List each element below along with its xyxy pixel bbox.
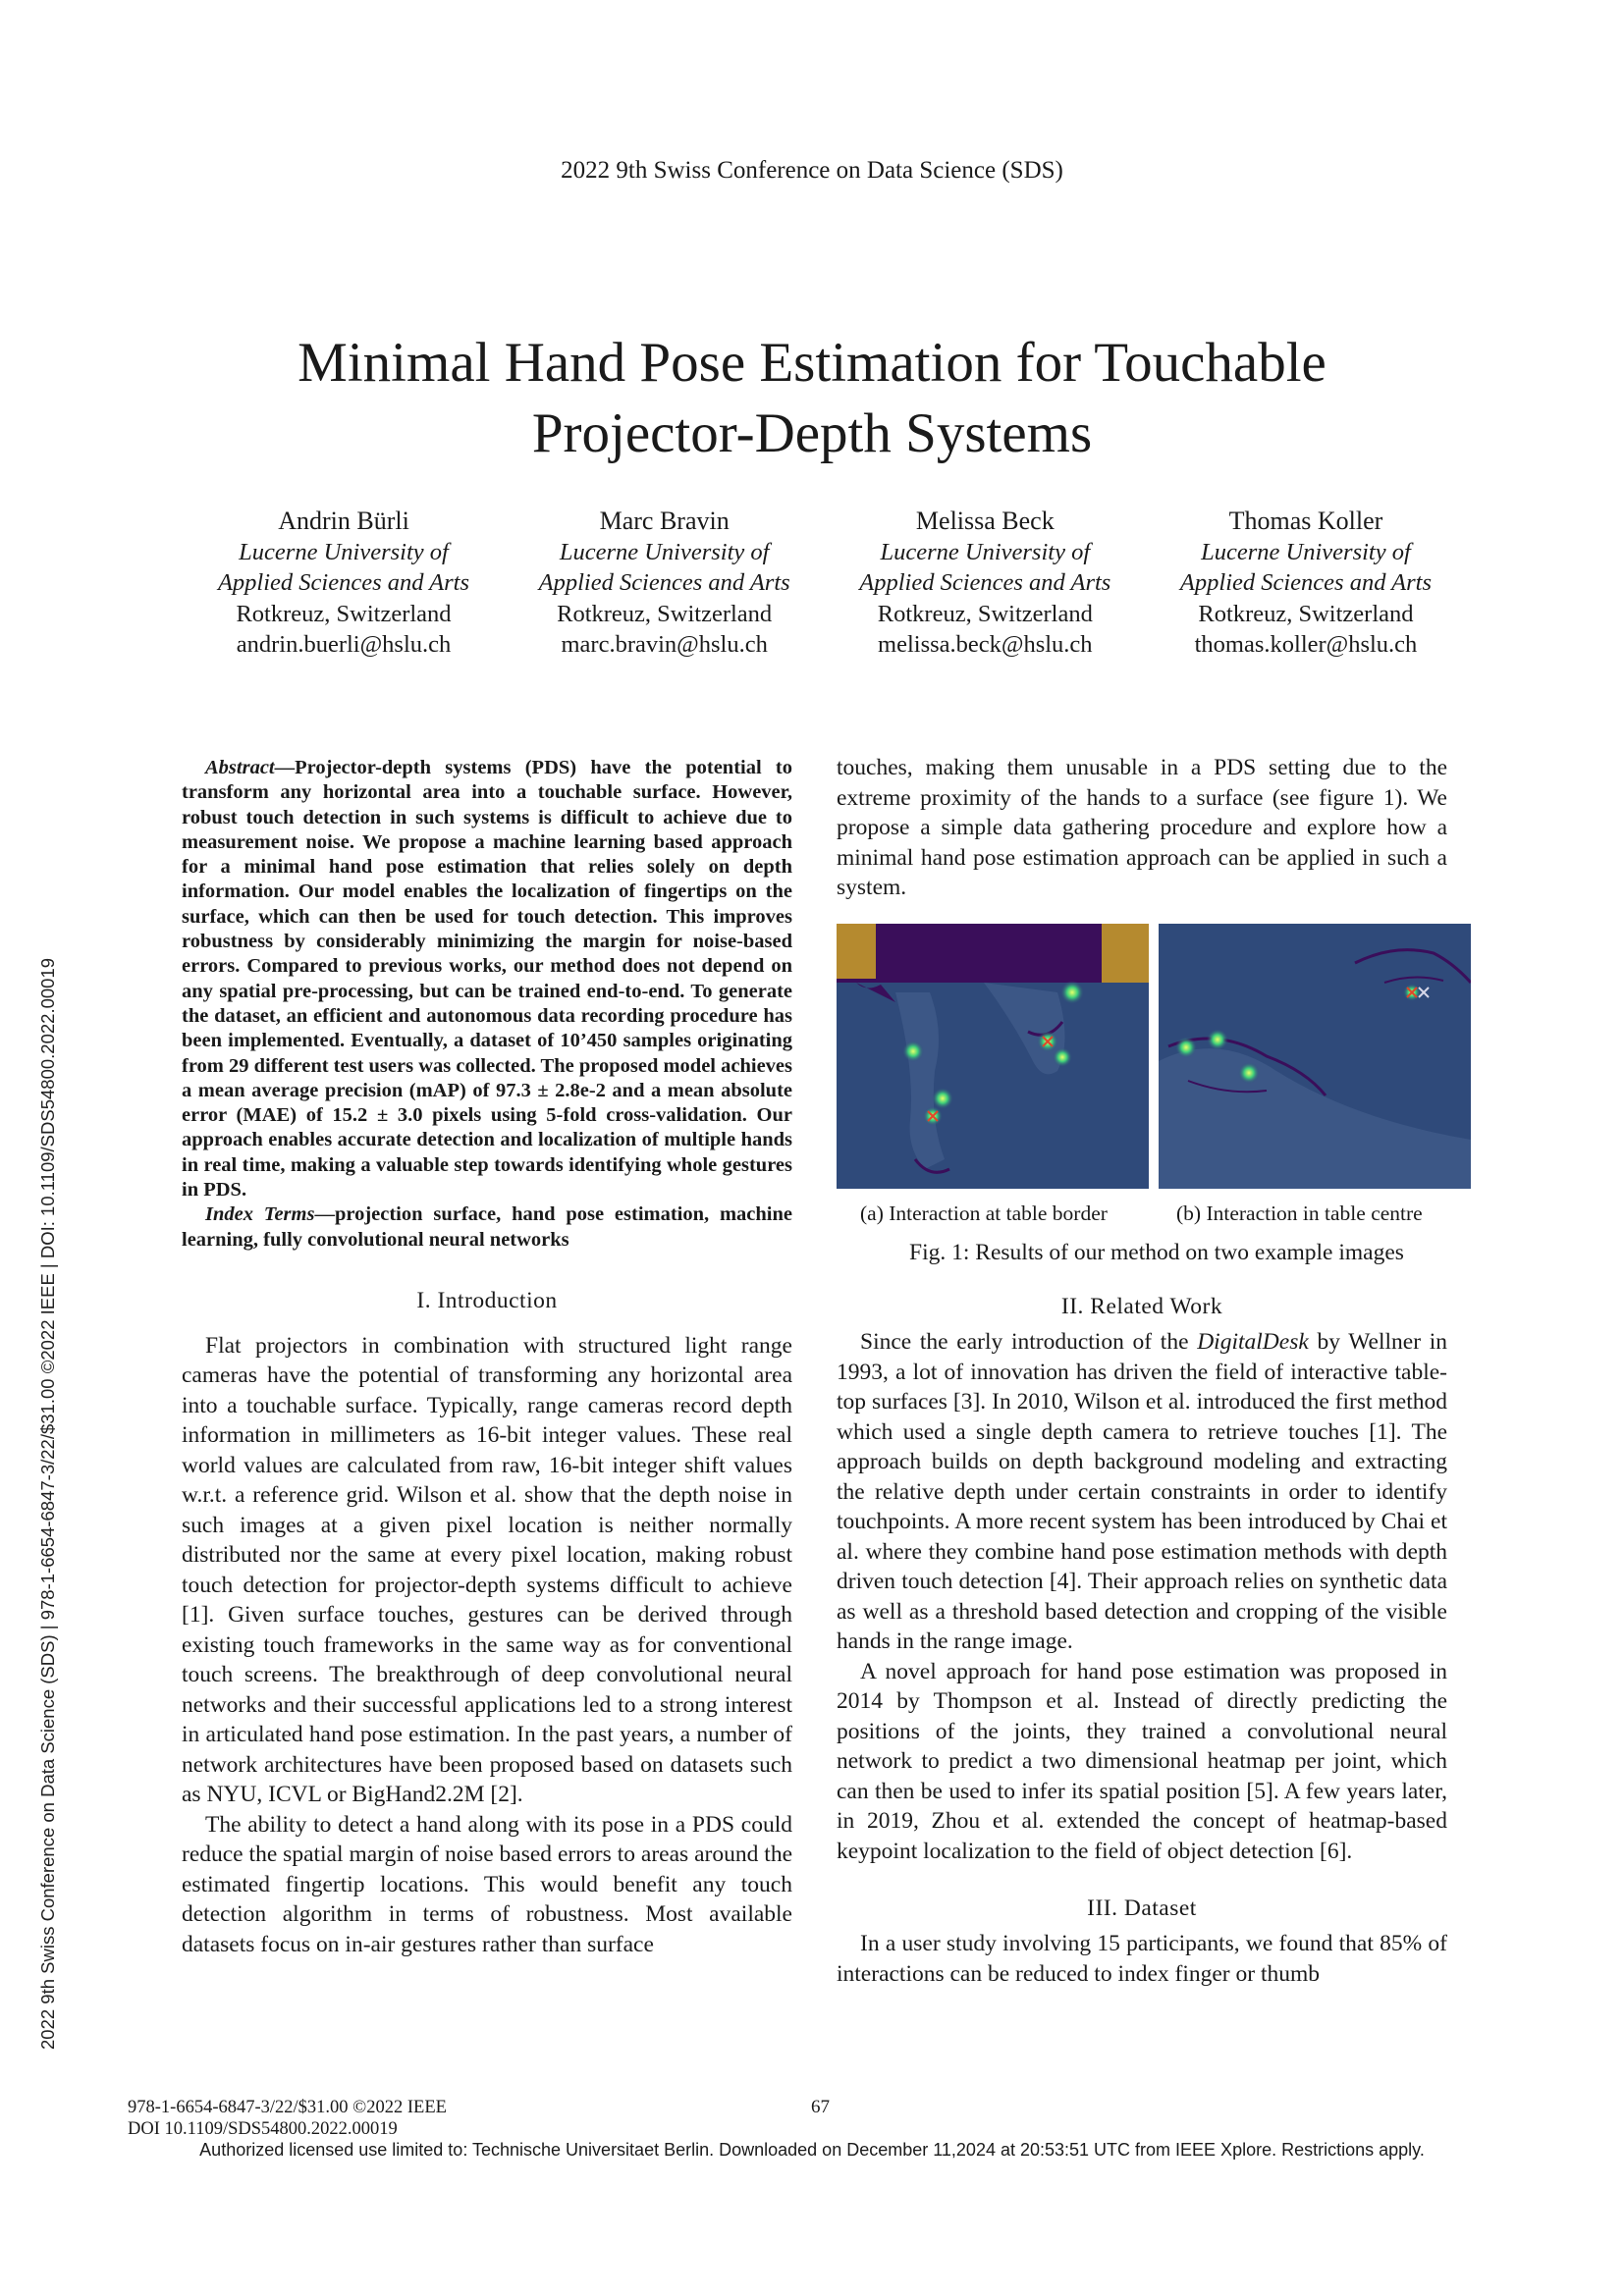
figure-subcaption-b: (b) Interaction in table centre (1176, 1201, 1423, 1225)
conference-header: 2022 9th Swiss Conference on Data Science (SDS) (561, 157, 1063, 184)
author-city: Rotkreuz, Switzerland (557, 600, 773, 627)
author-email: melissa.beck@hslu.ch (878, 631, 1093, 658)
related-text: Since the early introduction of the (860, 1329, 1198, 1355)
author-affiliation: Applied Sciences and Arts (217, 569, 470, 596)
author-city: Rotkreuz, Switzerland (877, 600, 1093, 627)
footer-doi: DOI 10.1109/SDS54800.2022.00019 (128, 2119, 398, 2139)
intro-paragraph-2: The ability to detect a hand along with its pose in a PDS could reduce the spatial margin of noise based errors to areas around the estimated fingertip locations. This would benefit any touch detection algorithm in terms of robustness. Most available datasets focus on in-air gestures rather than surface (182, 1811, 792, 1957)
figure-panel-a (837, 924, 1149, 1189)
related-paragraph-2: A novel approach for hand pose estimation was proposed in 2014 by Thompson et al. Instead of directly predicting the positions of the joints, they trained a convolutional neural network to predict a two dimensional heatmap per joint, which can then be used to infer its spatial position [5]. A few years later, in 2019, Zhou et al. extended the concept of heatmap-based keypoint localization to the field of object detection [6]. (837, 1658, 1447, 1864)
author-city: Rotkreuz, Switzerland (1198, 600, 1414, 627)
section-heading-related-work: II. Related Work (1060, 1294, 1223, 1319)
author-2 (508, 506, 822, 661)
author-4 (1149, 506, 1463, 661)
index-terms-label: Index Terms (205, 1203, 315, 1226)
doi-sidebar: 2022 9th Swiss Conference on Data Science (SDS) | 978-1-6654-6847-3/22/$31.00 ©2022 IEEE | DOI: 10.1109/SDS54800.2022.00019 (37, 957, 58, 2050)
abstract-label: Abstract (205, 757, 275, 778)
footer-isbn: 978-1-6654-6847-3/22/$31.00 ©2022 IEEE (128, 2098, 447, 2117)
author-affiliation: Lucerne University of (239, 538, 449, 565)
right-column-bottom (837, 1292, 1447, 1989)
authorized-use-notice: Authorized licensed use limited to: Technische Universitaet Berlin. Downloaded on December 11,2024 at 20:53:51 UTC from IEEE Xplore. Restrictions apply. (199, 2140, 1425, 2160)
title-line-1: Minimal Hand Pose Estimation for Touchable (298, 332, 1326, 394)
figure-caption: Fig. 1: Results of our method on two example images (909, 1240, 1404, 1265)
author-name: Marc Bravin (599, 507, 730, 535)
page-number: 67 (811, 2097, 830, 2117)
author-city: Rotkreuz, Switzerland (236, 600, 452, 627)
author-email: thomas.koller@hslu.ch (1194, 631, 1418, 658)
related-text: by Wellner in 1993, a lot of innovation has driven the field of interactive table-top surfaces [3]. In 2010, Wilson et al. introduced the first method which used a single depth camera to retrieve touches [1]. The approach builds on depth background modeling and extracting the relative depth under certain constraints in order to identify touchpoints. A more recent system has been introduced by Chai et al. where they combine hand pose estimation methods with depth driven touch detection [4]. Their approach relies on synthetic data as well as a threshold based detection and cropping of the visible hands in the range image. (837, 1329, 1448, 1654)
author-block (187, 506, 1463, 661)
abstract (182, 756, 792, 1202)
author-affiliation: Lucerne University of (1201, 538, 1411, 565)
related-paragraph-1 (837, 1327, 1447, 1657)
left-column (182, 756, 792, 1959)
author-3 (828, 506, 1142, 661)
author-affiliation: Lucerne University of (559, 538, 770, 565)
section-heading-introduction: I. Introduction (416, 1287, 558, 1313)
intro-continuation: touches, making them unusable in a PDS setting due to the extreme proximity of the hands to a surface (see figure 1). We propose a simple data gathering procedure and explore how a minimal hand pose estimation approach can be applied in such a system. (837, 755, 1447, 900)
depth-heatmap-image-a (837, 924, 1149, 1189)
author-affiliation: Lucerne University of (880, 538, 1091, 565)
author-email: andrin.buerli@hslu.ch (236, 631, 452, 658)
author-affiliation: Applied Sciences and Arts (859, 569, 1111, 596)
figure-subcaption-a: (a) Interaction at table border (860, 1201, 1108, 1225)
author-affiliation: Applied Sciences and Arts (538, 569, 790, 596)
paper-title (147, 328, 1477, 469)
author-1 (187, 506, 501, 661)
author-affiliation: Applied Sciences and Arts (1179, 569, 1432, 596)
author-name: Melissa Beck (915, 507, 1055, 535)
dataset-paragraph-1: In a user study involving 15 participants, we found that 85% of interactions can be reduced to index finger or thumb (837, 1931, 1447, 1987)
intro-paragraph-1: Flat projectors in combination with structured light range cameras have the potential of transforming any horizontal area into a touchable surface. Typically, range cameras record depth information in millimeters as 16-bit integer values. These real world values are calculated from raw, 16-bit integer shift values w.r.t. a reference grid. Wilson et al. show that the depth noise in such images at a given pixel location is neither normally distributed nor the same at every pixel location, making robust touch detection for projector-depth systems difficult to achieve [1]. Given surface touches, gestures can be derived through existing touch frameworks in the same way as for conventional touch screens. The breakthrough of deep convolutional neural networks and their successful applications led to a strong interest in articulated hand pose estimation. In the past years, a number of network architectures have been proposed based on datasets such as NYU, ICVL or BigHand2.2M [2]. (182, 1332, 792, 1808)
title-line-2: Projector-Depth Systems (531, 402, 1093, 464)
author-name: Thomas Koller (1228, 507, 1383, 535)
right-column-top (837, 753, 1447, 903)
related-emphasis: DigitalDesk (1197, 1329, 1309, 1355)
author-email: marc.bravin@hslu.ch (561, 631, 768, 658)
abstract-text: —Projector-depth systems (PDS) have the potential to transform any horizontal area into a touchable surface. However, robust touch detection in such systems is difficult to achieve due to measurement noise. We propose a machine learning based approach for a minimal hand pose estimation that relies solely on depth information. Our model enables the localization of fingertips on the surface, which can then be used for touch detection. This improves robustness by considerably minimizing the margin for noise-based errors. Compared to previous works, our method does not depend on any spatial pre-processing, but can be trained end-to-end. To generate the dataset, an efficient and autonomous data recording procedure has been implemented. Eventually, a dataset of 10’450 samples originating from 29 different test users was collected. The proposed model achieves a mean average precision (mAP) of 97.3 ± 2.8e-2 and a mean absolute error (MAE) of 15.2 ± 3.0 pixels using 5-fold cross-validation. Our approach enables accurate detection and localization of multiple hands in real time, making a valuable step towards identifying whole gestures in PDS. (182, 757, 792, 1201)
figure-1 (837, 924, 1477, 1189)
index-terms-text: —projection surface, hand pose estimation, machine learning, fully convolutional neural networks (182, 1203, 792, 1251)
index-terms (182, 1202, 792, 1253)
footer-left (128, 2097, 447, 2140)
figure-panel-b (1159, 924, 1471, 1189)
section-heading-dataset: III. Dataset (1087, 1896, 1197, 1921)
depth-heatmap-image-b (1159, 924, 1471, 1189)
author-name: Andrin Bürli (278, 507, 409, 535)
